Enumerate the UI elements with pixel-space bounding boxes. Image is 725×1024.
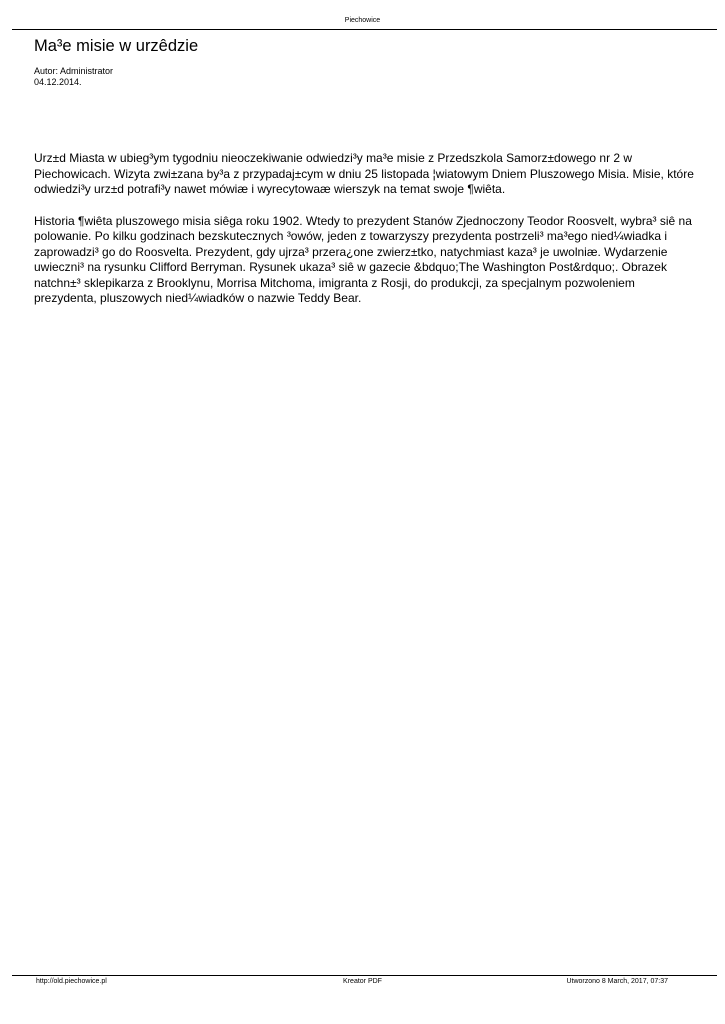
article-paragraph: Urz±d Miasta w ubieg³ym tygodniu nieoczekiwanie odwiedzi³y ma³e misie z Przedszkola Samorz±dowego nr 2 w Piechowicach. Wizyta zwi±zana by³a z przypadaj±cym w dniu 25 listopada ¦wiatowym Dniem Pluszowego Misia. Misie, które odwiedzi³y urz±d potrafi³y nawet mówiæ i wyrecytowaæ wierszyk na temat swoje ¶wiêta. [34, 151, 694, 196]
footer-url-link[interactable]: http://old.piechowice.pl [36, 978, 107, 985]
page-header-site-name: Piechowice [344, 17, 381, 24]
article-paragraph: Historia ¶wiêta pluszowego misia siêga roku 1902. Wtedy to prezydent Stanów Zjednoczony Teodor Roosvelt, wybra³ siê na polowanie. Po kilku godzinach bezskutecznych ³owów, jeden z towarzyszy prezydenta postrzeli³ ma³ego nied¼wiadka i zaprowadzi³ go do Roosvelta. Prezydent, gdy ujrza³ przera¿one zwierz±tko, natychmiast kaza³ je uwolniæ. Wydarzenie uwieczni³ na rysunku Clifford Berryman. Rysunek ukaza³ siê w gazecie &bdquo;The Washington Post&rdquo;. Obrazek natchn±³ sklepikarza z Brooklynu, Morrisa Mitchoma, imigranta z Rosji, do produkcji, za specjalnym pozwoleniem prezydenta, pluszowych nied¼wiadków o nazwie Teddy Bear. [34, 213, 692, 305]
footer-generator: Kreator PDF [343, 978, 382, 985]
footer-created-timestamp: Utworzono 8 March, 2017, 07:37 [566, 978, 668, 985]
footer-divider [12, 975, 717, 976]
author-line: Autor: Administrator [34, 66, 114, 76]
publish-date: 04.12.2014. [34, 77, 82, 87]
header-divider [12, 29, 717, 30]
article-body [34, 151, 694, 323]
article-meta [34, 66, 113, 88]
article-title: Ma³e misie w urzêdzie [34, 37, 199, 55]
